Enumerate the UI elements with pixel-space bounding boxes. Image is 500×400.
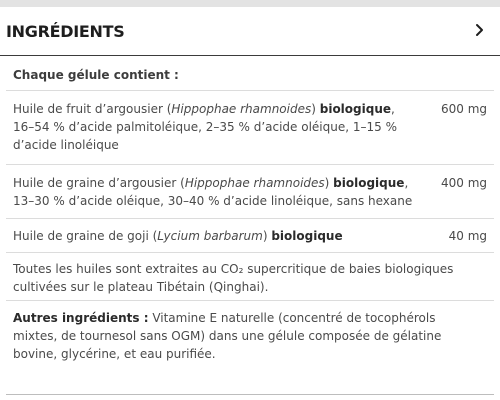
ingredient-qualifier: biologique [333,176,405,190]
ingredient-item [13,100,419,154]
ingredient-qualifier: biologique [319,102,392,116]
ingredient-name: Huile de fruit d’argousier ( [13,102,172,116]
row-divider [6,218,494,219]
section-title: INGRÉDIENTS [6,22,125,41]
ingredient-item [13,174,419,210]
extraction-note: Toutes les huiles sont extraites au CO₂ supercritique de baies biologiques cultivées sur le plateau Tibétain (Qinghai). [13,262,454,294]
row-divider [6,300,494,301]
row-divider [6,252,494,253]
ingredient-amount: 600 mg [440,102,487,116]
ingredient-details: , 13–30 % d’acide oléique, 30–40 % d’acide linoléique, sans hexane [13,176,413,208]
other-ingredients [13,309,483,363]
ingredient-name-suffix: ) [324,176,334,190]
ingredient-amount: 40 mg [448,229,487,243]
ingredient-latin-name: Hippophae rhamnoides [184,176,325,190]
row-divider [6,164,494,165]
ingredients-accordion-header[interactable] [0,7,500,56]
ingredient-name: Huile de graine de goji ( [13,229,158,243]
ingredient-latin-name: Hippophae rhamnoides [171,102,312,116]
intro-label: Chaque gélule contient : [13,68,179,82]
ingredient-qualifier: biologique [271,229,343,243]
ingredients-panel [0,56,500,388]
top-divider [0,0,500,7]
ingredient-name: Huile de graine d’argousier ( [13,176,185,190]
ingredient-name-suffix: ) [311,102,320,116]
chevron-right-icon[interactable] [470,20,490,40]
bottom-divider [6,394,494,395]
ingredient-item [13,227,419,245]
row-divider [6,90,494,91]
ingredient-details: , 16–54 % d’acide palmitoléique, 2–35 % d’acide oléique, 1–15 % d’acide linoléique [13,102,397,152]
ingredient-latin-name: Lycium barbarum [157,229,263,243]
other-ingredients-label: Autres ingrédients : [13,311,149,325]
other-ingredients-text: Vitamine E naturelle (concentré de tocophérols mixtes, de tournesol sans OGM) dans une gélule composée de gélatine bovine, glycérine, et eau purifiée. [13,311,442,361]
ingredient-name-suffix: ) [262,229,272,243]
ingredient-amount: 400 mg [440,176,487,190]
